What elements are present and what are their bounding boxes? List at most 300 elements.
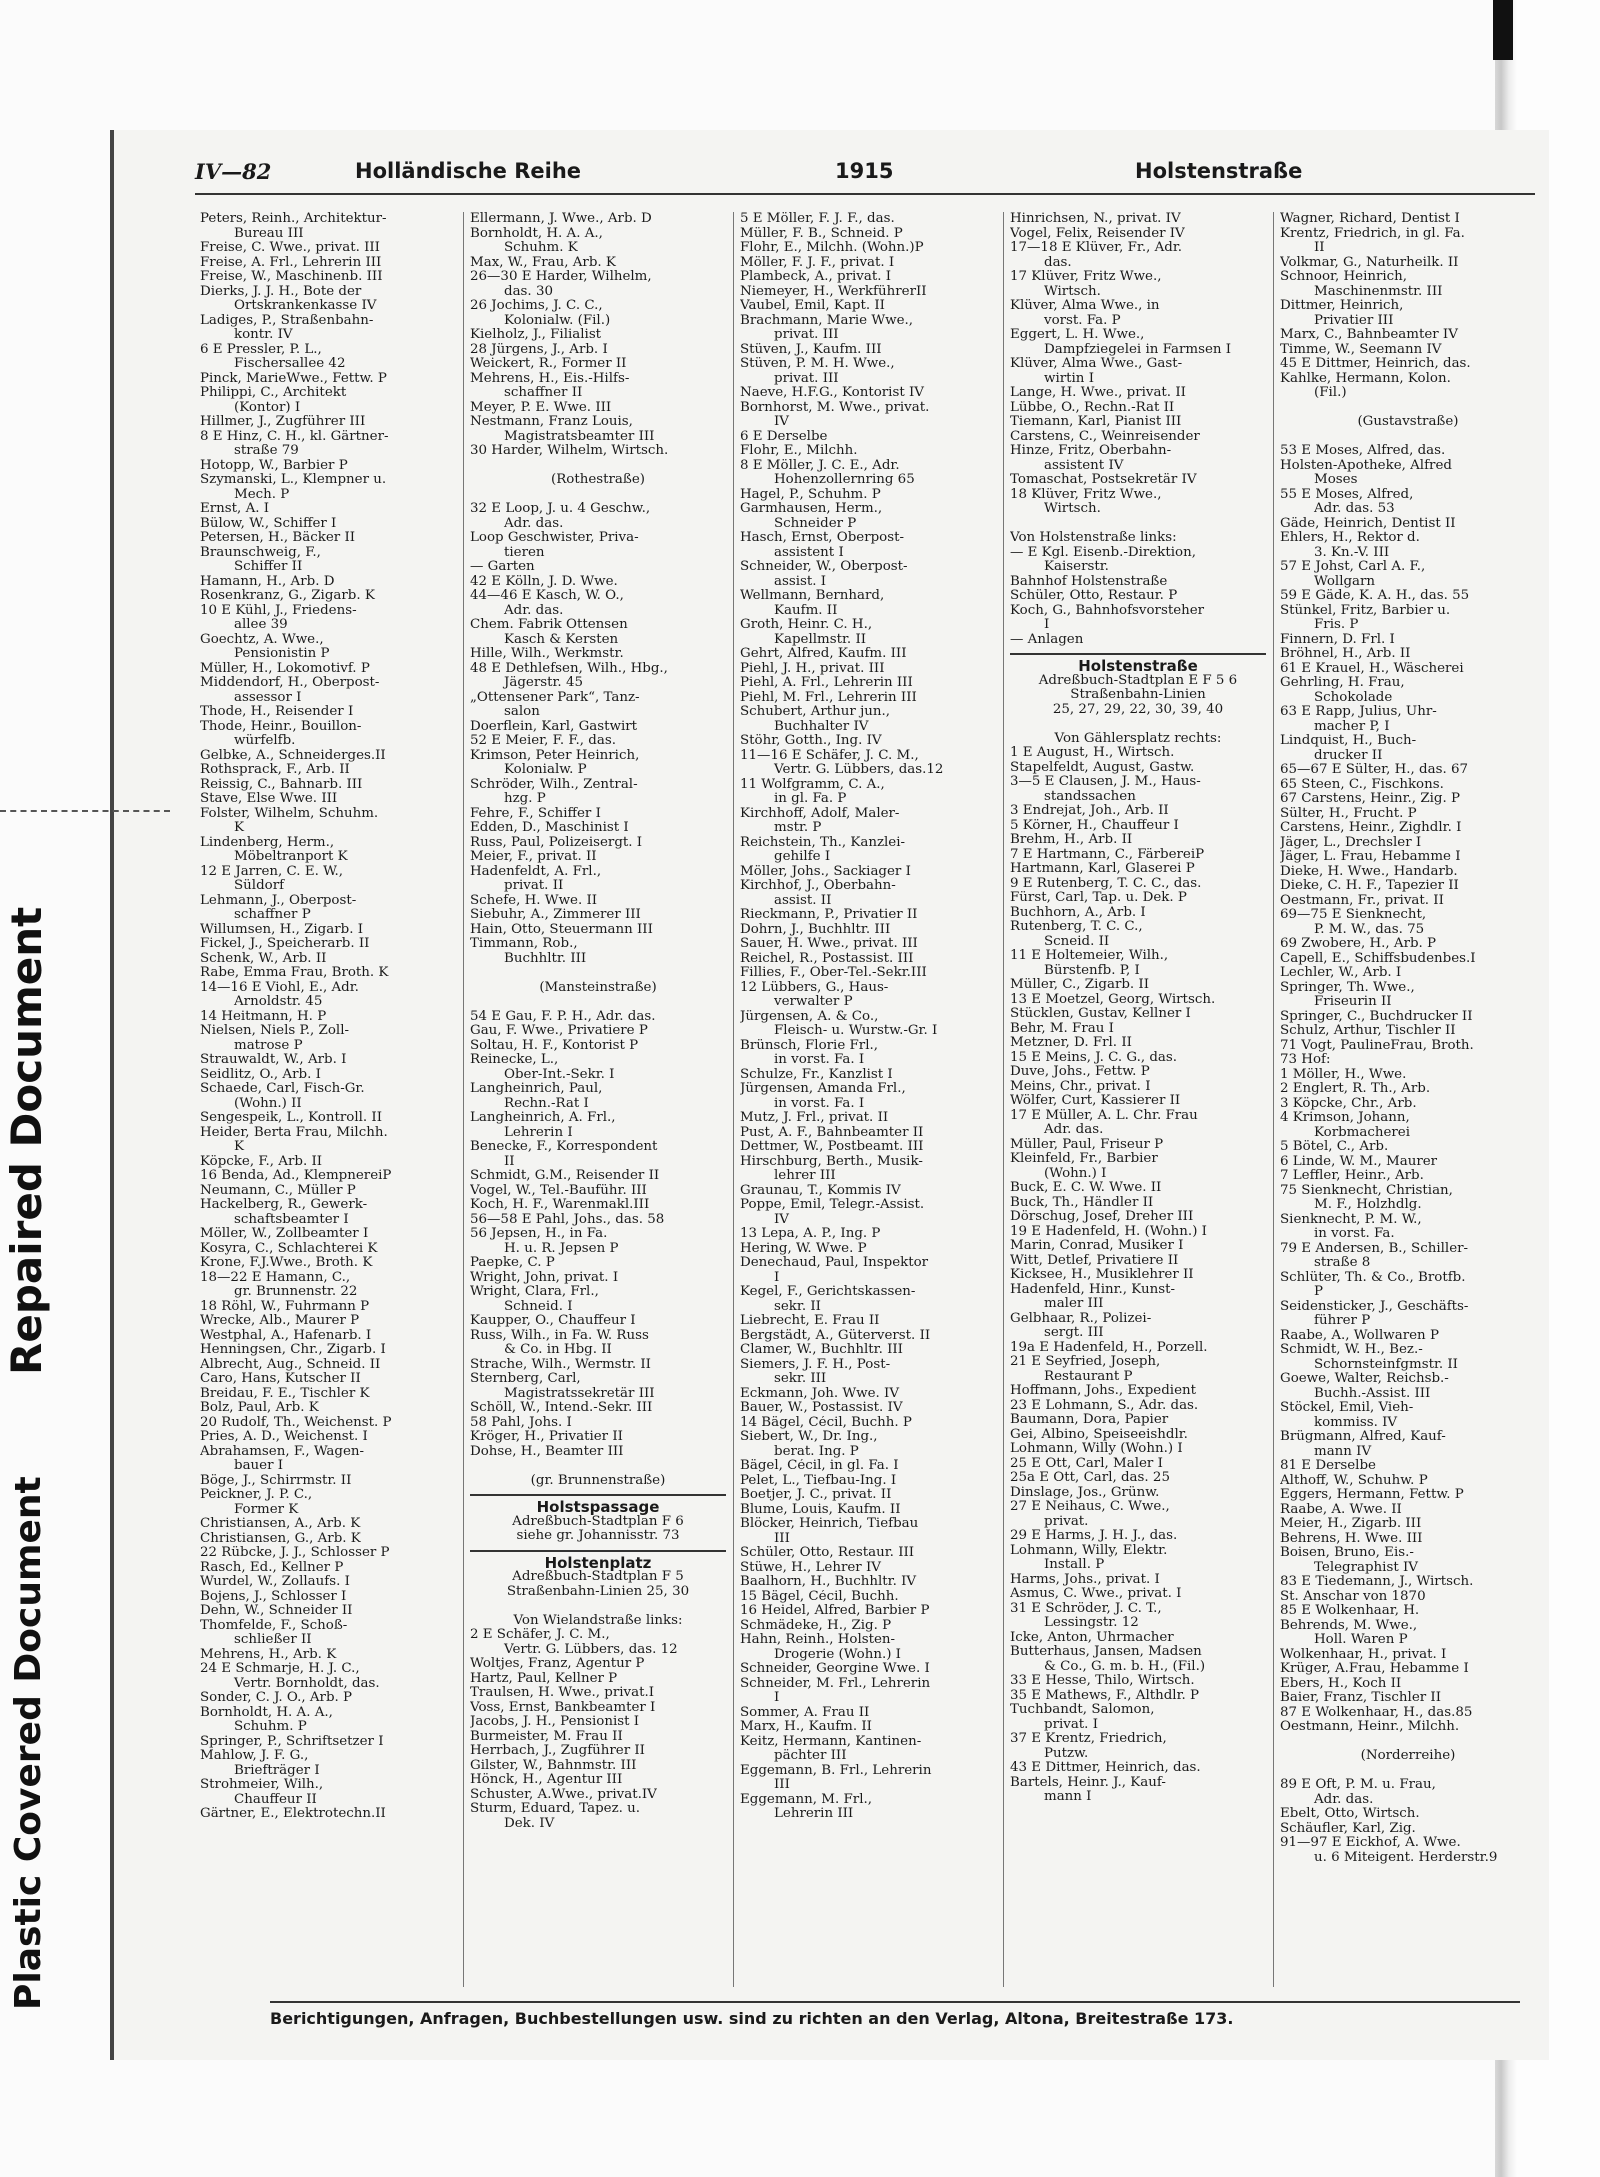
directory-entry-line: Adr. das. <box>1314 1792 1374 1807</box>
dark-strip <box>1493 0 1513 60</box>
directory-entry-line: Koch, G., Bahnhofsvorsteher <box>1010 603 1205 618</box>
directory-entry-line: Pries, A. D., Weichenst. I <box>200 1430 368 1444</box>
directory-entry-line <box>470 1459 726 1474</box>
directory-entry-line: Gelbhaar, R., Polizei- <box>1010 1311 1152 1326</box>
directory-entry-line: 19 E Hadenfeld, H. (Wohn.) I <box>1010 1224 1207 1239</box>
directory-entry-line: (Norderreihe) <box>1360 1749 1456 1763</box>
directory-entry-line: Bolz, Paul, Arb. K <box>200 1401 319 1415</box>
directory-entry-line: Klüver, Alma Wwe., Gast- <box>1010 357 1183 371</box>
directory-entry-line: 37 E Krentz, Friedrich, <box>1010 1732 1167 1746</box>
directory-entry-line: 56 Jepsen, H., in Fa. <box>470 1227 608 1241</box>
directory-entry-line: Hackelberg, R., Gewerk- <box>200 1198 368 1212</box>
directory-entry-line: Privatier III <box>1314 313 1394 328</box>
directory-entry-line: Briefträger I <box>234 1763 320 1778</box>
directory-entry-line: (Mansteinstraße) <box>539 980 657 995</box>
directory-entry-line: Springer, C., Buchdrucker II <box>1280 1009 1473 1024</box>
directory-entry-line: 26—30 E Harder, Wilhelm, <box>470 270 652 284</box>
directory-entry-line: Gelbke, A., Schneiderges.II <box>200 748 386 763</box>
directory-entry-line: pächter III <box>774 1749 847 1763</box>
directory-entry-line: Capell, E., Schiffsbudenbes.I <box>1280 951 1476 966</box>
directory-entry-line: Freise, C. Wwe., privat. III <box>200 241 380 255</box>
directory-entry-line: Bornhorst, M. Wwe., privat. <box>740 400 930 415</box>
directory-entry-line: straße 8 <box>1314 1256 1371 1270</box>
directory-entry-line: Dittmer, Heinrich, <box>1280 299 1404 313</box>
directory-entry-line: mann IV <box>1314 1444 1372 1459</box>
directory-entry-line: Schlüter, Th. & Co., Brotfb. <box>1280 1270 1466 1285</box>
directory-entry-line: 57 E Johst, Carl A. F., <box>1280 560 1426 574</box>
directory-entry-line: Wirtsch. <box>1044 284 1101 299</box>
directory-entry-line: Krentz, Friedrich, in gl. Fa. <box>1280 226 1465 241</box>
directory-entry-line: 27 E Neihaus, C. Wwe., <box>1010 1500 1170 1514</box>
directory-entry-line: Schenk, W., Arb. II <box>200 951 327 966</box>
directory-entry-line: & Co. in Hbg. II <box>504 1343 612 1357</box>
directory-entry-line: Schüler, Otto, Restaur. P <box>1010 589 1178 603</box>
directory-entry-line: Stöhr, Gotth., Ing. IV <box>740 734 882 748</box>
directory-entry-line: Thomfelde, F., Schoß- <box>200 1618 348 1633</box>
directory-entry-line: 23 E Lohmann, S., Adr. das. <box>1010 1398 1199 1413</box>
directory-entry-line: Schmidt, G.M., Reisender II <box>470 1169 660 1183</box>
page-header <box>195 157 1535 195</box>
directory-entry-line: Sengespeik, L., Kontroll. II <box>200 1111 382 1125</box>
directory-entry-line: mann I <box>1044 1790 1092 1804</box>
directory-entry-line: Oestmann, Fr., privat. II <box>1280 893 1444 908</box>
directory-entry-line: Jacobs, J. H., Pensionist I <box>470 1715 640 1729</box>
directory-entry-line: Albrecht, Aug., Schneid. II <box>200 1357 381 1372</box>
directory-entry-line: (Wohn.) II <box>234 1096 302 1111</box>
directory-entry-line: 81 E Derselbe <box>1280 1459 1376 1473</box>
directory-entry-line: Vogel, W., Tel.-Bauführ. III <box>470 1183 647 1198</box>
directory-entry-line: Kosyra, C., Schlachterei K <box>200 1241 378 1256</box>
directory-entry-line: 20 Rudolf, Th., Weichenst. P <box>200 1415 392 1430</box>
directory-entry-line: Schornsteinfgmstr. II <box>1314 1357 1458 1372</box>
directory-entry-line: Wagner, Richard, Dentist I <box>1280 212 1460 226</box>
directory-entry-line: Neumann, C., Müller P <box>200 1183 356 1198</box>
directory-entry-line: 17 E Müller, A. L. Chr. Frau <box>1010 1108 1198 1123</box>
directory-entry-line: Nielsen, Niels P., Zoll- <box>200 1024 349 1038</box>
directory-entry-line: privat. III <box>774 328 839 342</box>
directory-entry-line: 1 E August, H., Wirtsch. <box>1010 746 1175 760</box>
directory-entry-line: Tiemann, Karl, Pianist III <box>1010 415 1182 429</box>
directory-entry-line: Poppe, Emil, Telegr.-Assist. <box>740 1198 925 1212</box>
directory-entry-line: Hotopp, W., Barbier P <box>200 458 348 473</box>
directory-entry-line: 25, 27, 29, 22, 30, 39, 40 <box>1052 702 1224 717</box>
directory-entry-line: Ellermann, J. Wwe., Arb. D <box>470 212 652 226</box>
directory-entry-line: tieren <box>504 545 545 560</box>
directory-entry-line: drucker II <box>1314 748 1383 763</box>
directory-entry-line: Hadenfeld, Hinr., Kunst- <box>1010 1282 1176 1297</box>
directory-entry-line: Dettmer, W., Postbeamt. III <box>740 1140 924 1154</box>
directory-entry-line: 22 Rübcke, J. J., Schlosser P <box>200 1546 390 1560</box>
directory-entry-line: Buck, E. C. W. Wwe. II <box>1010 1181 1162 1195</box>
directory-entry-line: assessor I <box>234 690 302 705</box>
directory-entry-line: Former K <box>234 1502 299 1517</box>
directory-entry-line: 91—97 E Eickhof, A. Wwe. <box>1280 1836 1461 1850</box>
directory-entry-line: Schuster, A.Wwe., privat.IV <box>470 1787 657 1802</box>
directory-entry-line: Straßenbahn-Linien <box>1070 688 1206 702</box>
directory-entry-line: Burmeister, M. Frau II <box>470 1729 623 1744</box>
directory-entry-line: in vorst. Fa. I <box>774 1096 865 1111</box>
directory-entry-line: Korbmacherei <box>1314 1125 1411 1140</box>
directory-entry-line: Köpcke, F., Arb. II <box>200 1154 323 1169</box>
directory-entry-line: Gehrt, Alfred, Kaufm. III <box>740 647 907 661</box>
directory-entry-line: 9 E Rutenberg, T. C. C., das. <box>1010 876 1202 891</box>
column-rule <box>1273 212 1274 1987</box>
directory-entry-line: 28 Jürgens, J., Arb. I <box>470 342 608 357</box>
directory-entry-line: Hain, Otto, Steuermann III <box>470 922 653 937</box>
directory-entry-line: Drogerie (Wohn.) I <box>774 1647 901 1662</box>
directory-entry-line: Voss, Ernst, Bankbeamter I <box>470 1700 656 1715</box>
directory-entry-line: Meins, Chr., privat. I <box>1010 1079 1151 1094</box>
directory-entry-line: Dampfziegelei in Farmsen I <box>1044 342 1232 357</box>
directory-entry-line: Schmädeke, H., Zig. P <box>740 1618 892 1633</box>
directory-entry-line: 32 E Loop, J. u. 4 Geschw., <box>470 502 651 516</box>
directory-entry-line: Bahnhof Holstenstraße <box>1010 574 1168 589</box>
directory-entry-line: Bureau III <box>234 226 304 241</box>
directory-entry-line: schaffner II <box>504 386 583 400</box>
directory-entry-line: Bornholdt, H. A. A., <box>200 1705 333 1720</box>
directory-entry-line: Lange, H. Wwe., privat. II <box>1010 386 1186 400</box>
directory-entry-line: Raabe, A. Wwe. II <box>1280 1502 1402 1517</box>
directory-entry-line: Schulz, Arthur, Tischler II <box>1280 1024 1456 1038</box>
directory-entry-line: 45 E Dittmer, Heinrich, das. <box>1280 357 1471 371</box>
directory-entry-line: Müller, C., Zigarb. II <box>1010 978 1150 992</box>
directory-entry-line: Lehrerin I <box>504 1125 573 1140</box>
directory-entry-line: Vogel, Felix, Reisender IV <box>1010 226 1185 241</box>
directory-entry-line: 73 Hof: <box>1280 1053 1331 1067</box>
directory-entry-line: Brehm, H., Arb. II <box>1010 833 1133 847</box>
directory-entry-line: Keitz, Hermann, Kantinen- <box>740 1734 922 1749</box>
directory-entry-line: Pelet, L., Tiefbau-Ing. I <box>740 1473 897 1488</box>
directory-entry-line <box>1010 517 1266 532</box>
directory-entry-line: 21 E Seyfried, Joseph, <box>1010 1355 1161 1369</box>
directory-entry-line: 3—5 E Clausen, J. M., Haus- <box>1010 775 1201 789</box>
street-section-title: Holstspassage <box>470 1494 726 1515</box>
directory-entry-line: Wellmann, Bernhard, <box>740 589 885 603</box>
directory-entry-line: Chauffeur II <box>234 1792 317 1807</box>
directory-entry-line: Ladiges, P., Straßenbahn- <box>200 313 374 328</box>
directory-entry-line: 3 Endrejat, Joh., Arb. II <box>1010 804 1169 818</box>
directory-entry-line: Baumann, Dora, Papier <box>1010 1413 1169 1427</box>
directory-entry-line: P <box>1314 1285 1324 1299</box>
directory-entry-line: Moses <box>1314 473 1358 487</box>
directory-entry-line: Hering, W. Wwe. P <box>740 1241 867 1256</box>
directory-entry-line: 63 E Rapp, Julius, Uhr- <box>1280 705 1437 719</box>
directory-entry-line: Adreßbuch-Stadtplan F 5 <box>512 1570 684 1584</box>
directory-entry-line: wirtin I <box>1044 371 1094 386</box>
directory-entry-line: Timme, W., Seemann IV <box>1280 342 1442 357</box>
directory-entry-line: 85 E Wolkenhaar, H. <box>1280 1604 1420 1618</box>
directory-entry-line: Pensionistin P <box>234 647 330 661</box>
directory-entry-line: Schneid. I <box>504 1299 573 1314</box>
directory-entry-line: schließer II <box>234 1633 312 1647</box>
directory-entry-line: Wright, John, privat. I <box>470 1270 619 1285</box>
directory-entry-line: (Kontor) I <box>234 400 301 415</box>
directory-entry-line: Friseurin II <box>1314 995 1392 1009</box>
directory-entry-line: Eggemann, B. Frl., Lehrerin <box>740 1763 932 1778</box>
directory-entry-line: 15 E Meins, J. C. G., das. <box>1010 1050 1178 1065</box>
directory-entry-line: Boetjer, J. C., privat. II <box>740 1488 892 1502</box>
directory-entry-line: Flohr, E., Milchh. (Wohn.)P <box>740 241 924 255</box>
directory-entry-line: Hillmer, J., Zugführer III <box>200 415 366 429</box>
directory-entry-line: Siebert, W., Dr. Ing., <box>740 1430 878 1444</box>
directory-entry-line: Goewe, Walter, Reichsb.- <box>1280 1372 1449 1386</box>
directory-entry-line: M. F., Holzhdlg. <box>1314 1198 1422 1212</box>
directory-entry-line: Stüwe, H., Lehrer IV <box>740 1560 881 1575</box>
directory-entry-line: Fehre, F., Schiffer I <box>470 806 601 821</box>
directory-entry-line: Kolonialw. (Fil.) <box>504 313 611 328</box>
directory-entry-line: Hohenzollernring 65 <box>774 473 915 487</box>
directory-entry-line: matrose P <box>234 1038 303 1053</box>
directory-entry-line: 6 E Derselbe <box>740 429 828 444</box>
directory-entry-line: Rasch, Ed., Kellner P <box>200 1560 344 1575</box>
directory-entry-line: St. Anschar von 1870 <box>1280 1589 1426 1604</box>
directory-entry-line: kommiss. IV <box>1314 1415 1398 1430</box>
directory-entry-line: Marx, H., Kaufm. II <box>740 1720 872 1734</box>
street-section-title: Holstenstraße <box>1010 653 1266 674</box>
directory-entry-line <box>470 966 726 981</box>
directory-entry-line: (Rothestraße) <box>550 473 646 487</box>
directory-entry-line: Böge, J., Schirrmstr. II <box>200 1473 352 1488</box>
directory-entry-line: Eckmann, Joh. Wwe. IV <box>740 1386 900 1401</box>
directory-entry-line: 10 E Kühl, J., Friedens- <box>200 603 357 618</box>
directory-entry-line: Möller, W., Zollbeamter I <box>200 1227 369 1241</box>
directory-entry-line: Sonder, C. J. O., Arb. P <box>200 1691 353 1705</box>
directory-entry-line: Gau, F. Wwe., Privatiere P <box>470 1024 648 1038</box>
directory-entry-line: Wright, Clara, Frl., <box>470 1285 599 1299</box>
directory-entry-line: Jäger, L. Frau, Hebamme I <box>1280 850 1461 864</box>
directory-entry-line: Kapellmstr. II <box>774 632 867 647</box>
directory-entry-line: Ehlers, H., Rektor d. <box>1280 531 1420 545</box>
directory-entry-line: Wollgarn <box>1314 574 1376 589</box>
directory-entry-line: Lehrerin III <box>774 1807 854 1821</box>
directory-entry-line: 13 Lepa, A. P., Ing. P <box>740 1227 881 1241</box>
directory-entry-line: Sturm, Eduard, Tapez. u. <box>470 1802 641 1816</box>
directory-entry-line: Butterhaus, Jansen, Madsen <box>1010 1645 1202 1659</box>
directory-entry-line: führer P <box>1314 1314 1371 1328</box>
directory-entry-line: Seidlitz, O., Arb. I <box>200 1067 321 1082</box>
directory-entry-line: Sülter, H., Frucht. P <box>1280 806 1417 821</box>
directory-entry-line <box>470 459 726 474</box>
directory-entry-line: Krimson, Peter Heinrich, <box>470 748 640 763</box>
directory-entry-line: Schäufler, Karl, Zig. <box>1280 1821 1416 1836</box>
page-number: IV—82 <box>195 159 272 184</box>
directory-entry-line: Oestmann, Heinr., Milchh. <box>1280 1720 1460 1734</box>
directory-entry-line: Metzner, D. Frl. II <box>1010 1036 1132 1050</box>
directory-entry-line: Rabe, Emma Frau, Broth. K <box>200 966 389 980</box>
directory-entry-line: verwalter P <box>774 995 853 1009</box>
directory-entry-line: Meier, H., Zigarb. III <box>1280 1517 1422 1531</box>
directory-entry-line: 3 Köpcke, Chr., Arb. <box>1280 1096 1417 1111</box>
directory-entry-line: Schuhm. P <box>234 1720 307 1734</box>
directory-entry-line: Strache, Wilh., Wermstr. II <box>470 1357 651 1372</box>
directory-entry-line: Krone, F.J.Wwe., Broth. K <box>200 1256 373 1270</box>
directory-column-5 <box>1280 212 1536 1987</box>
directory-entry-line: 58 Pahl, Johs. I <box>470 1415 572 1430</box>
directory-entry-line: Dörschug, Josef, Dreher III <box>1010 1210 1194 1224</box>
directory-entry-line: Naeve, H.F.G., Kontorist IV <box>740 386 924 400</box>
directory-entry-line: Peickner, J. P. C., <box>200 1488 313 1502</box>
directory-entry-line: Scneid. II <box>1044 934 1110 949</box>
directory-entry-line: Marx, C., Bahnbeamter IV <box>1280 328 1458 342</box>
directory-entry-line: 44—46 E Kasch, W. O., <box>470 589 624 603</box>
directory-entry-line: Meyer, P. E. Wwe. III <box>470 400 612 415</box>
directory-entry-line: Springer, P., Schriftsetzer I <box>200 1734 384 1749</box>
directory-entry-line: Asmus, C. Wwe., privat. I <box>1010 1587 1182 1601</box>
directory-entry-line: Middendorf, H., Oberpost- <box>200 676 380 690</box>
directory-entry-line: Kaupper, O., Chauffeur I <box>470 1314 636 1328</box>
directory-entry-line: Buchh.-Assist. III <box>1314 1386 1431 1401</box>
directory-entry-line: Niemeyer, H., WerkführerII <box>740 284 927 299</box>
directory-entry-line: Hinrichsen, N., privat. IV <box>1010 212 1181 226</box>
series-title: Holländische Reihe <box>355 159 582 183</box>
directory-entry-line: Vertr. Bornholdt, das. <box>234 1676 380 1691</box>
directory-entry-line: Pinck, MarieWwe., Fettw. P <box>200 371 387 386</box>
directory-entry-line: Restaurant P <box>1044 1369 1133 1384</box>
directory-entry-line: Kegel, F., Gerichtskassen- <box>740 1285 916 1299</box>
directory-entry-line: Bartels, Heinr. J., Kauf- <box>1010 1775 1166 1790</box>
directory-entry-line: I <box>774 1270 780 1285</box>
directory-entry-line: Freise, W., Maschinenb. III <box>200 270 383 284</box>
directory-entry-line: Jürgensen, Amanda Frl., <box>740 1082 906 1096</box>
directory-entry-line: Lechler, W., Arb. I <box>1280 966 1402 980</box>
directory-entry-line: Krüger, A.Frau, Hebamme I <box>1280 1662 1469 1676</box>
directory-entry-line: Adr. das. <box>504 603 564 618</box>
directory-entry-line <box>1280 430 1536 445</box>
directory-entry-line: 6 Linde, W. M., Maurer <box>1280 1154 1438 1169</box>
directory-entry-line: Jägerstr. 45 <box>504 676 583 690</box>
directory-entry-line: berat. Ing. P <box>774 1444 859 1459</box>
directory-entry-line: (Gustavstraße) <box>1357 415 1459 429</box>
directory-entry-line: Adr. das. <box>504 516 564 531</box>
directory-entry-line: Wirtsch. <box>1044 502 1101 516</box>
directory-entry-line: hzg. P <box>504 792 546 806</box>
directory-entry-line: 25 E Ott, Carl, Maler I <box>1010 1456 1163 1471</box>
directory-entry-line: Klüver, Alma Wwe., in <box>1010 299 1160 313</box>
directory-entry-line: Russ, Wilh., in Fa. W. Russ <box>470 1328 649 1343</box>
directory-column-1 <box>200 212 456 1987</box>
directory-entry-line: — Garten <box>470 560 535 574</box>
directory-entry-line: sergt. III <box>1044 1326 1104 1340</box>
directory-entry-line: Loop Geschwister, Priva- <box>470 531 639 545</box>
directory-entry-line: Schüler, Otto, Restaur. III <box>740 1546 915 1560</box>
directory-entry-line: Fillies, F., Ober-Tel.-Sekr.III <box>740 966 927 980</box>
directory-entry-line: (Wohn.) I <box>1044 1166 1107 1181</box>
directory-entry-line: & Co., G. m. b. H., (Fil.) <box>1044 1659 1206 1674</box>
directory-entry-line: 54 E Gau, F. P. H., Adr. das. <box>470 1009 656 1024</box>
directory-entry-line: 61 E Krauel, H., Wäscherei <box>1280 661 1464 676</box>
directory-entry-line: Gärtner, E., Elektrotechn.II <box>200 1807 386 1821</box>
directory-entry-line: Meier, F., privat. II <box>470 850 597 864</box>
directory-entry-line: Siemers, J. F. H., Post- <box>740 1357 891 1372</box>
directory-entry-line: K <box>234 821 245 835</box>
directory-entry-line: Thode, H., Reisender I <box>200 705 354 719</box>
directory-entry-line: Bergstädt, A., Güterverst. II <box>740 1328 931 1343</box>
directory-entry-line: I <box>774 1691 780 1705</box>
directory-entry-line: Stave, Else Wwe. III <box>200 792 338 806</box>
directory-entry-line: 69 Zwobere, H., Arb. P <box>1280 937 1437 951</box>
directory-entry-line: privat. I <box>1044 1717 1098 1732</box>
directory-entry-line: Buchhltr. III <box>504 951 587 966</box>
directory-entry-line: Ober-Int.-Sekr. I <box>504 1067 615 1082</box>
directory-entry-line: Möller, F. J. F., privat. I <box>740 255 895 270</box>
directory-entry-line: Hirschburg, Berth., Musik- <box>740 1154 923 1169</box>
directory-entry-line: Benecke, F., Korrespondent <box>470 1140 658 1154</box>
directory-entry-line: Wölfer, Curt, Kassierer II <box>1010 1094 1181 1108</box>
directory-entry-line: Liebrecht, E. Frau II <box>740 1314 880 1328</box>
directory-entry-line: Schmidt, W. H., Bez.- <box>1280 1343 1423 1357</box>
directory-entry-line: assist. II <box>774 893 832 908</box>
directory-entry-line: 12 Lübbers, G., Haus- <box>740 980 889 995</box>
directory-entry-line: Magistratssekretär III <box>504 1386 655 1401</box>
column-rule <box>733 212 734 1987</box>
directory-entry-line: Kolonialw. P <box>504 763 587 777</box>
directory-entry-line: Brügmann, Alfred, Kauf- <box>1280 1430 1446 1444</box>
directory-entry-line: Sauer, H. Wwe., privat. III <box>740 937 918 951</box>
directory-entry-line: 55 E Moses, Alfred, <box>1280 487 1414 502</box>
directory-entry-line: 5 E Möller, F. J. F., das. <box>740 212 895 226</box>
directory-entry-line: privat. II <box>504 879 564 893</box>
directory-entry-line: Holl. Waren P <box>1314 1633 1408 1647</box>
directory-entry-line: Althoff, W., Schuhw. P <box>1280 1473 1428 1488</box>
directory-entry-line: Nestmann, Franz Louis, <box>470 415 633 429</box>
directory-entry-line: Dieke, H. Wwe., Handarb. <box>1280 864 1458 879</box>
directory-entry-line: Ernst, A. I <box>200 502 270 516</box>
directory-entry-line: II <box>504 1154 515 1169</box>
directory-entry-line: III <box>774 1778 790 1792</box>
directory-entry-line: 52 E Meier, F. F., das. <box>470 734 616 748</box>
directory-entry-line: Dek. IV <box>504 1816 555 1831</box>
directory-entry-line: Bauer, W., Postassist. IV <box>740 1401 903 1415</box>
directory-entry-line <box>470 488 726 503</box>
directory-entry-line: Eggemann, M. Frl., <box>740 1792 872 1807</box>
directory-entry-line: Fischersallee 42 <box>234 357 346 371</box>
directory-entry-line: 14 Bägel, Cécil, Buchh. P <box>740 1415 912 1430</box>
directory-entry-line: Hasch, Ernst, Oberpost- <box>740 531 905 545</box>
directory-entry-line: Vaubel, Emil, Kapt. II <box>740 299 885 313</box>
directory-entry-line: Lindquist, H., Buch- <box>1280 734 1417 748</box>
directory-entry-line: Siebuhr, A., Zimmerer III <box>470 908 641 922</box>
directory-entry-line: Hartz, Paul, Kellner P <box>470 1671 618 1686</box>
directory-entry-line <box>470 995 726 1010</box>
directory-entry-line: 71 Vogt, PaulineFrau, Broth. <box>1280 1038 1474 1053</box>
directory-entry-line: Reichel, R., Postassist. III <box>740 951 914 966</box>
directory-entry-line: 26 Jochims, J. C. C., <box>470 299 603 313</box>
publisher-footer: Berichtigungen, Anfragen, Buchbestellungen usw. sind zu richten an den Verlag, Altona, Breitestraße 173. <box>270 2001 1520 2028</box>
directory-entry-line: Von Holstenstraße links: <box>1010 531 1177 545</box>
directory-column-2 <box>470 212 726 1987</box>
directory-entry-line: Blöcker, Heinrich, Tiefbau <box>740 1517 919 1531</box>
directory-entry-line: Stöckel, Emil, Vieh- <box>1280 1401 1414 1415</box>
directory-entry-line: Braunschweig, F., <box>200 545 321 560</box>
directory-entry-line: Harms, Johs., privat. I <box>1010 1572 1160 1587</box>
directory-entry-line: 53 E Moses, Alfred, das. <box>1280 444 1446 458</box>
directory-entry-line: (gr. Brunnenstraße) <box>530 1473 666 1488</box>
directory-entry-line: Fleisch- u. Wurstw.-Gr. I <box>774 1024 938 1038</box>
directory-entry-line: 25a E Ott, Carl, das. 25 <box>1010 1471 1170 1485</box>
directory-column-3 <box>740 212 996 1987</box>
directory-entry-line: Schubert, Arthur jun., <box>740 705 890 719</box>
directory-entry-line: 3. Kn.-V. III <box>1314 545 1390 560</box>
directory-entry-line: bauer I <box>234 1459 284 1473</box>
directory-entry-line <box>470 1599 726 1614</box>
directory-entry-line: Möller, Johs., Sackiager I <box>740 864 911 879</box>
directory-entry-line: Strohmeier, Wilh., <box>200 1778 324 1792</box>
directory-entry-line: 67 Carstens, Heinr., Zig. P <box>1280 792 1461 806</box>
directory-entry-line: Hartmann, Karl, Glaserei P <box>1010 862 1195 876</box>
directory-entry-line: 43 E Dittmer, Heinrich, das. <box>1010 1761 1201 1775</box>
directory-entry-line: 11 Wolfgramm, C. A., <box>740 777 885 792</box>
directory-entry-line: Fris. P <box>1314 618 1359 632</box>
